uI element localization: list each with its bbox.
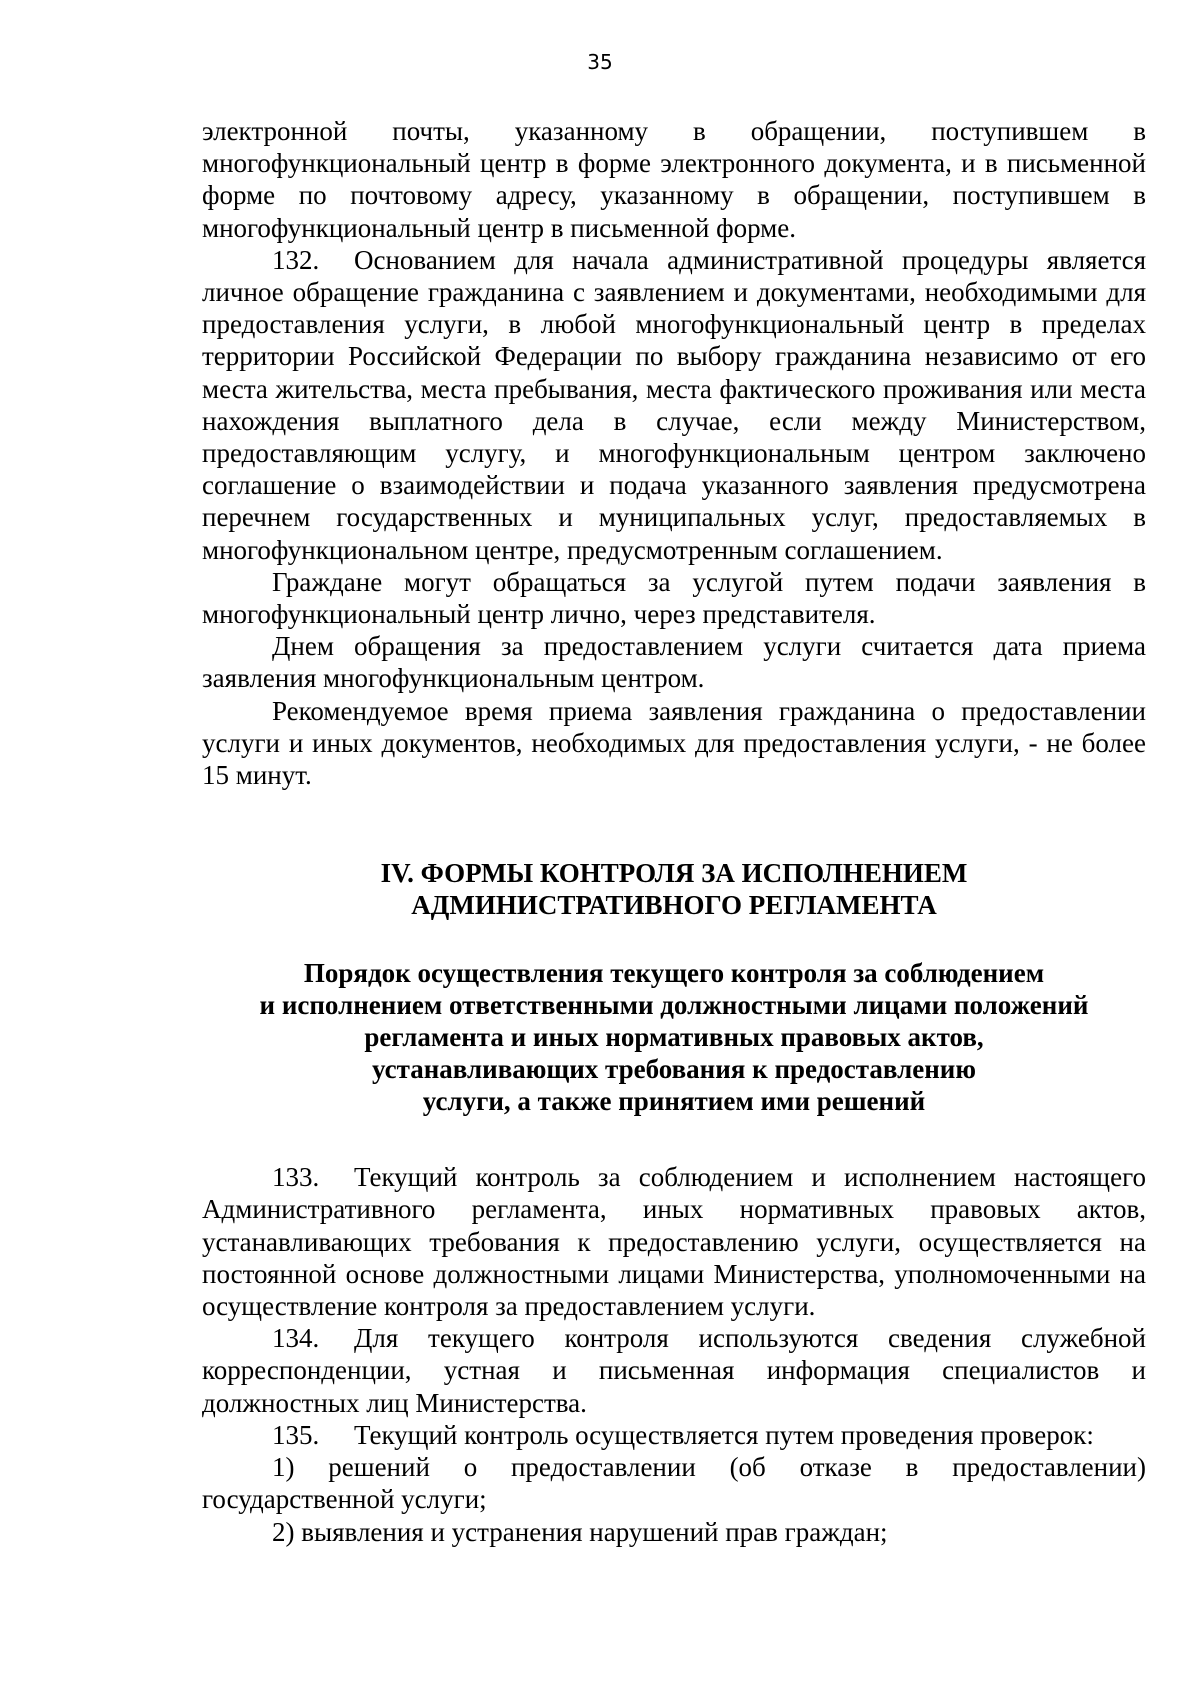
subheading-line: устанавливающих требования к предоставлению: [371, 1054, 976, 1085]
paragraph-number: 135.: [272, 1419, 320, 1450]
list-item: 1) решений о предоставлении (об отказе в предоставлении) государственной услуги;: [202, 1452, 1146, 1515]
paragraph-134: [202, 1322, 1146, 1419]
paragraph-133: [202, 1161, 1146, 1322]
list-item: 2) выявления и устранения нарушений прав граждан;: [272, 1516, 888, 1547]
subheading-line: и исполнением ответственными должностными лицами положений: [259, 990, 1089, 1021]
subheading: [202, 957, 1146, 1117]
section-heading: [202, 857, 1146, 921]
document-body: [202, 115, 1146, 1548]
section-heading-line: АДМИНИСТРАТИВНОГО РЕГЛАМЕНТА: [411, 890, 937, 921]
paragraph-number: 134.: [272, 1323, 320, 1354]
subheading-line: регламента и иных нормативных правовых актов,: [364, 1022, 984, 1053]
paragraph-text: Текущий контроль осуществляется путем проведения проверок:: [354, 1419, 1094, 1450]
section-heading-line: IV. ФОРМЫ КОНТРОЛЯ ЗА ИСПОЛНЕНИЕМ: [380, 858, 968, 889]
paragraph-text: Для текущего контроля используются сведения служебной корреспонденции, устная и письменная информация специалистов и должностных лиц Министерства.: [202, 1323, 1146, 1418]
paragraph: Рекомендуемое время приема заявления гражданина о предоставлении услуги и иных документов, необходимых для предоставления услуги, - не более 15 минут.: [202, 695, 1146, 791]
paragraph-text: Основанием для начала административной процедуры является личное обращение гражданина с заявлением и документами, необходимыми для предоставления услуги, в любой многофункциональный центр в пределах территории Российской Федерации по выбору гражданина независимо от его места жительства, места пребывания, места фактического проживания или места нахождения выплатного дела в случае, если между Министерством, предоставляющим услугу, и многофункциональным центром заключено соглашение о взаимодействии и подача указанного заявления предусмотрена перечнем государственных и муниципальных услуг, предоставляемых в многофункциональном центре, предусмотренным соглашением.: [202, 244, 1146, 565]
paragraph: электронной почты, указанному в обращении, поступившем в многофункциональный центр в форме электронного документа, и в письменной форме по почтовому адресу, указанному в обращении, поступившем в многофункциональный центр в письменной форме.: [202, 116, 1146, 243]
paragraph-number: 133.: [272, 1162, 320, 1193]
paragraph-132: [202, 244, 1146, 566]
paragraph-text: Текущий контроль за соблюдением и исполнением настоящего Административного регламента, иных нормативных правовых актов, устанавливающих требования к предоставлению услуги, осуществляется на постоянной основе должностными лицами Министерства, уполномоченными на осуществление контроля за предоставлением услуги.: [202, 1162, 1146, 1322]
page-number: 35: [587, 50, 613, 74]
subheading-line: Порядок осуществления текущего контроля за соблюдением: [303, 958, 1045, 989]
paragraph: Днем обращения за предоставлением услуги считается дата приема заявления многофункциональным центром.: [202, 631, 1146, 694]
paragraph: Граждане могут обращаться за услугой путем подачи заявления в многофункциональный центр лично, через представителя.: [202, 566, 1146, 630]
paragraph-135: [202, 1419, 1146, 1451]
subheading-line: услуги, а также принятием ими решений: [422, 1086, 926, 1117]
paragraph-number: 132.: [272, 244, 320, 275]
